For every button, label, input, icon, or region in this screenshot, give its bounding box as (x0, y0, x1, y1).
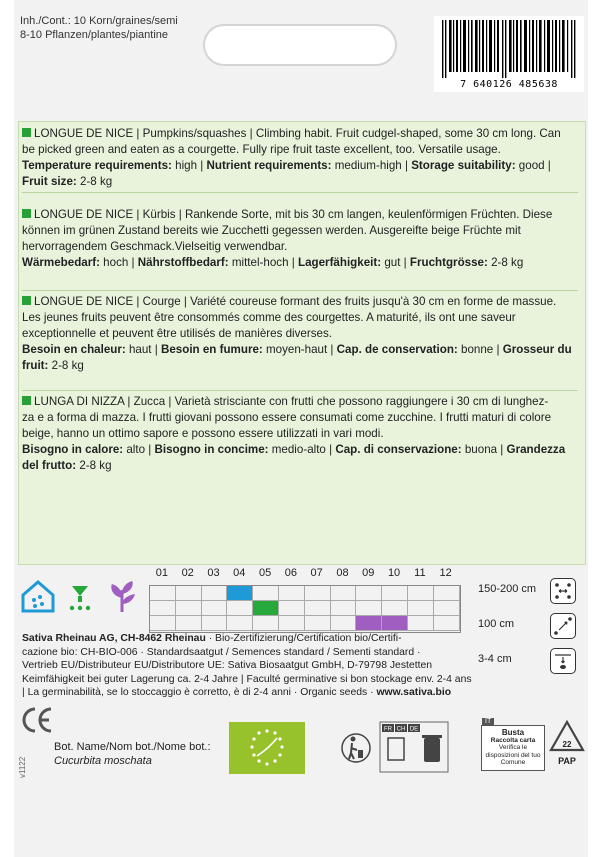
calendar-cell-sowing-indoor (227, 586, 253, 601)
content-count: Inh./Cont.: 10 Korn/graines/semi (20, 15, 178, 27)
pap-recycling-icon (547, 718, 587, 770)
calendar-cell-planting-out (408, 601, 434, 616)
tidyman-icon (342, 734, 370, 762)
calendar-cell-sowing-indoor (176, 586, 202, 601)
italy-badge: IT (482, 718, 494, 726)
month-label: 08 (336, 567, 349, 579)
sowing-depth: 3-4 cm (478, 653, 512, 665)
calendar-cell-planting-out (305, 601, 331, 616)
month-label: 10 (387, 567, 401, 579)
plant-distance: 100 cm (478, 618, 515, 630)
calendar-cell-harvest (150, 616, 176, 631)
calendar-cell-sowing-indoor (202, 586, 228, 601)
row-distance-icon (550, 578, 576, 604)
calendar-cell-harvest (382, 616, 408, 631)
calendar-cell-planting-out (356, 601, 382, 616)
version-code: v1122 (18, 756, 27, 778)
badge-fr: FR (384, 726, 392, 733)
calendar-cell-planting-out (227, 601, 253, 616)
website-link[interactable]: www.sativa.bio (376, 687, 452, 698)
calendar-cell-planting-out (253, 601, 279, 616)
greenhouse-sowing-icon (20, 578, 56, 614)
bullet-square-icon (22, 296, 31, 305)
company-info: Sativa Rheinau AG, CH-8462 Rheinau · Bio-Zertifizierung/Certification bio/Certifi- cazione bio: CH-BIO-006 · Standardsaatgut / Semences standard / Sementi standard · Vertrieb EU/Distributeur EU/Distributore UE: Sativa Biosaatgut GmbH, D-79798 Jestetten Keimfähigkeit bei guter Lagerung ca. 2-4 Jahre | Faculté germinative si bon stockage env. 2-4 ans | La germinabilità, se lo stoccaggio è corretto, è di 2-4 anni · Organic seeds · www.sativa.bio (22, 633, 472, 698)
month-label: 12 (439, 567, 452, 579)
calendar-cell-planting-out (382, 601, 408, 616)
company-name: Sativa Rheinau AG, CH-8462 Rheinau (22, 633, 206, 644)
botanical-label: Bot. Name/Nom bot./Nome bot.: (54, 741, 211, 753)
botanical-name (54, 740, 211, 768)
calendar-cell-sowing-indoor (356, 586, 382, 601)
description-it: LUNGA DI NIZZA | Zucca | Varietà strisciante con frutti che possono raggiungere i 30 cm di lunghez- za e a forma di mazza. I frutti giovani possono essere consumati come zucchine. I frutti maturi di colore beige, hanno un ottimo sapore e possono essere utilizzati in vari modi. Bisogno in calore: alto | Bisogno in concime: medio-alto | Cap. di conservazione: buona | Grandezza del frutto: 2-8 kg (22, 395, 566, 472)
month-label: 06 (284, 567, 297, 579)
eu-organic-leaf-icon (229, 722, 305, 774)
calendar-cell-sowing-indoor (434, 586, 460, 601)
calendar-cell-harvest (331, 616, 357, 631)
badge-ch: CH (396, 726, 406, 733)
planting-out-icon (62, 578, 98, 614)
sowing-calendar (149, 567, 459, 579)
month-label: 05 (258, 567, 272, 579)
calendar-cell-sowing-indoor (253, 586, 279, 601)
busta-label: IT Busta Raccolta carta Verifica le disposizioni del tuo Comune (481, 725, 545, 771)
plant-count: 8-10 Pflanzen/plantes/piantine (20, 29, 168, 41)
month-label: 11 (414, 567, 426, 579)
divider (22, 290, 578, 291)
barcode-digits: 7 640126 485638 (460, 79, 558, 90)
calendar-cell-harvest (202, 616, 228, 631)
calendar-months (149, 567, 459, 579)
calendar-cell-planting-out (279, 601, 305, 616)
calendar-grid (149, 585, 461, 633)
calendar-cell-planting-out (434, 601, 460, 616)
calendar-cell-sowing-indoor (279, 586, 305, 601)
hang-hole (203, 24, 397, 66)
calendar-legend-icons (20, 578, 140, 614)
calendar-cell-harvest (253, 616, 279, 631)
calendar-cell-harvest (305, 616, 331, 631)
calendar-cell-harvest (434, 616, 460, 631)
bullet-square-icon (22, 209, 31, 218)
month-label: 09 (362, 567, 375, 579)
content-info (20, 14, 178, 42)
harvest-plant-icon (104, 578, 140, 614)
badge-de: DE (409, 726, 419, 733)
month-label: 07 (310, 567, 323, 579)
calendar-cell-planting-out (331, 601, 357, 616)
calendar-cell-harvest (408, 616, 434, 631)
calendar-cell-sowing-indoor (382, 586, 408, 601)
pap-label: PAP (558, 756, 576, 766)
barcode-bars (438, 20, 580, 78)
calendar-cell-sowing-indoor (150, 586, 176, 601)
calendar-cell-planting-out (176, 601, 202, 616)
paper-bin-icon (380, 722, 448, 772)
ce-mark-icon (20, 703, 54, 737)
month-label: 02 (181, 567, 194, 579)
description-fr: LONGUE DE NICE | Courge | Variété coureuse formant des fruits jusqu'à 30 cm en forme de massue. Les jeunes fruits peuvent être consommés comme des courgettes. A maturité, ils ont une saveur exceptionnelle et peuvent être utilisés de manières diverses. Besoin en chaleur: haut | Besoin en fumure: moyen-haut | Cap. de conservation: bonne | Grosseur du fruit: 2-8 kg (22, 295, 572, 372)
calendar-cell-planting-out (202, 601, 228, 616)
divider (22, 192, 578, 193)
calendar-cell-planting-out (150, 601, 176, 616)
month-label: 03 (207, 567, 220, 579)
calendar-cell-harvest (227, 616, 253, 631)
month-label: 04 (233, 567, 246, 579)
description-en: LONGUE DE NICE | Pumpkins/squashes | Climbing habit. Fruit cudgel-shaped, some 30 cm long. Can be picked green and eaten as a courgette. Fully ripe fruit taste excellent, too. Versatile usage. Temperature requirements: high | Nutrient requirements: medium-high | Storage suitability: good | Fruit size: 2-8 kg (22, 127, 561, 188)
bullet-square-icon (22, 396, 31, 405)
botanical-species: Cucurbita moschata (54, 755, 152, 767)
calendar-cell-sowing-indoor (331, 586, 357, 601)
recycling-info (340, 720, 476, 776)
calendar-cell-sowing-indoor (408, 586, 434, 601)
plant-distance-icon (550, 613, 576, 639)
calendar-cell-harvest (279, 616, 305, 631)
calendar-cell-sowing-indoor (305, 586, 331, 601)
bullet-square-icon (22, 128, 31, 137)
pap-number: 22 (562, 740, 572, 749)
calendar-cell-harvest (176, 616, 202, 631)
description-de: LONGUE DE NICE | Kürbis | Rankende Sorte, mit bis 30 cm langen, keulenförmigen Früchten. Diese können im grünen Zustand bereits wie Zucchetti gegessen werden. Ausgereifte beige Früchte mit hervorragendem Geschmack.Vielseitig verwendbar. Wärmebedarf: hoch | Nährstoffbedarf: mittel-hoch | Lagerfähigkeit: gut | Fruchtgrösse: 2-8 kg (22, 208, 553, 269)
barcode (434, 16, 584, 92)
calendar-cell-harvest (356, 616, 382, 631)
month-label: 01 (155, 567, 169, 579)
row-distance: 150-200 cm (478, 583, 537, 595)
sowing-depth-icon (550, 648, 576, 674)
divider (22, 390, 578, 391)
